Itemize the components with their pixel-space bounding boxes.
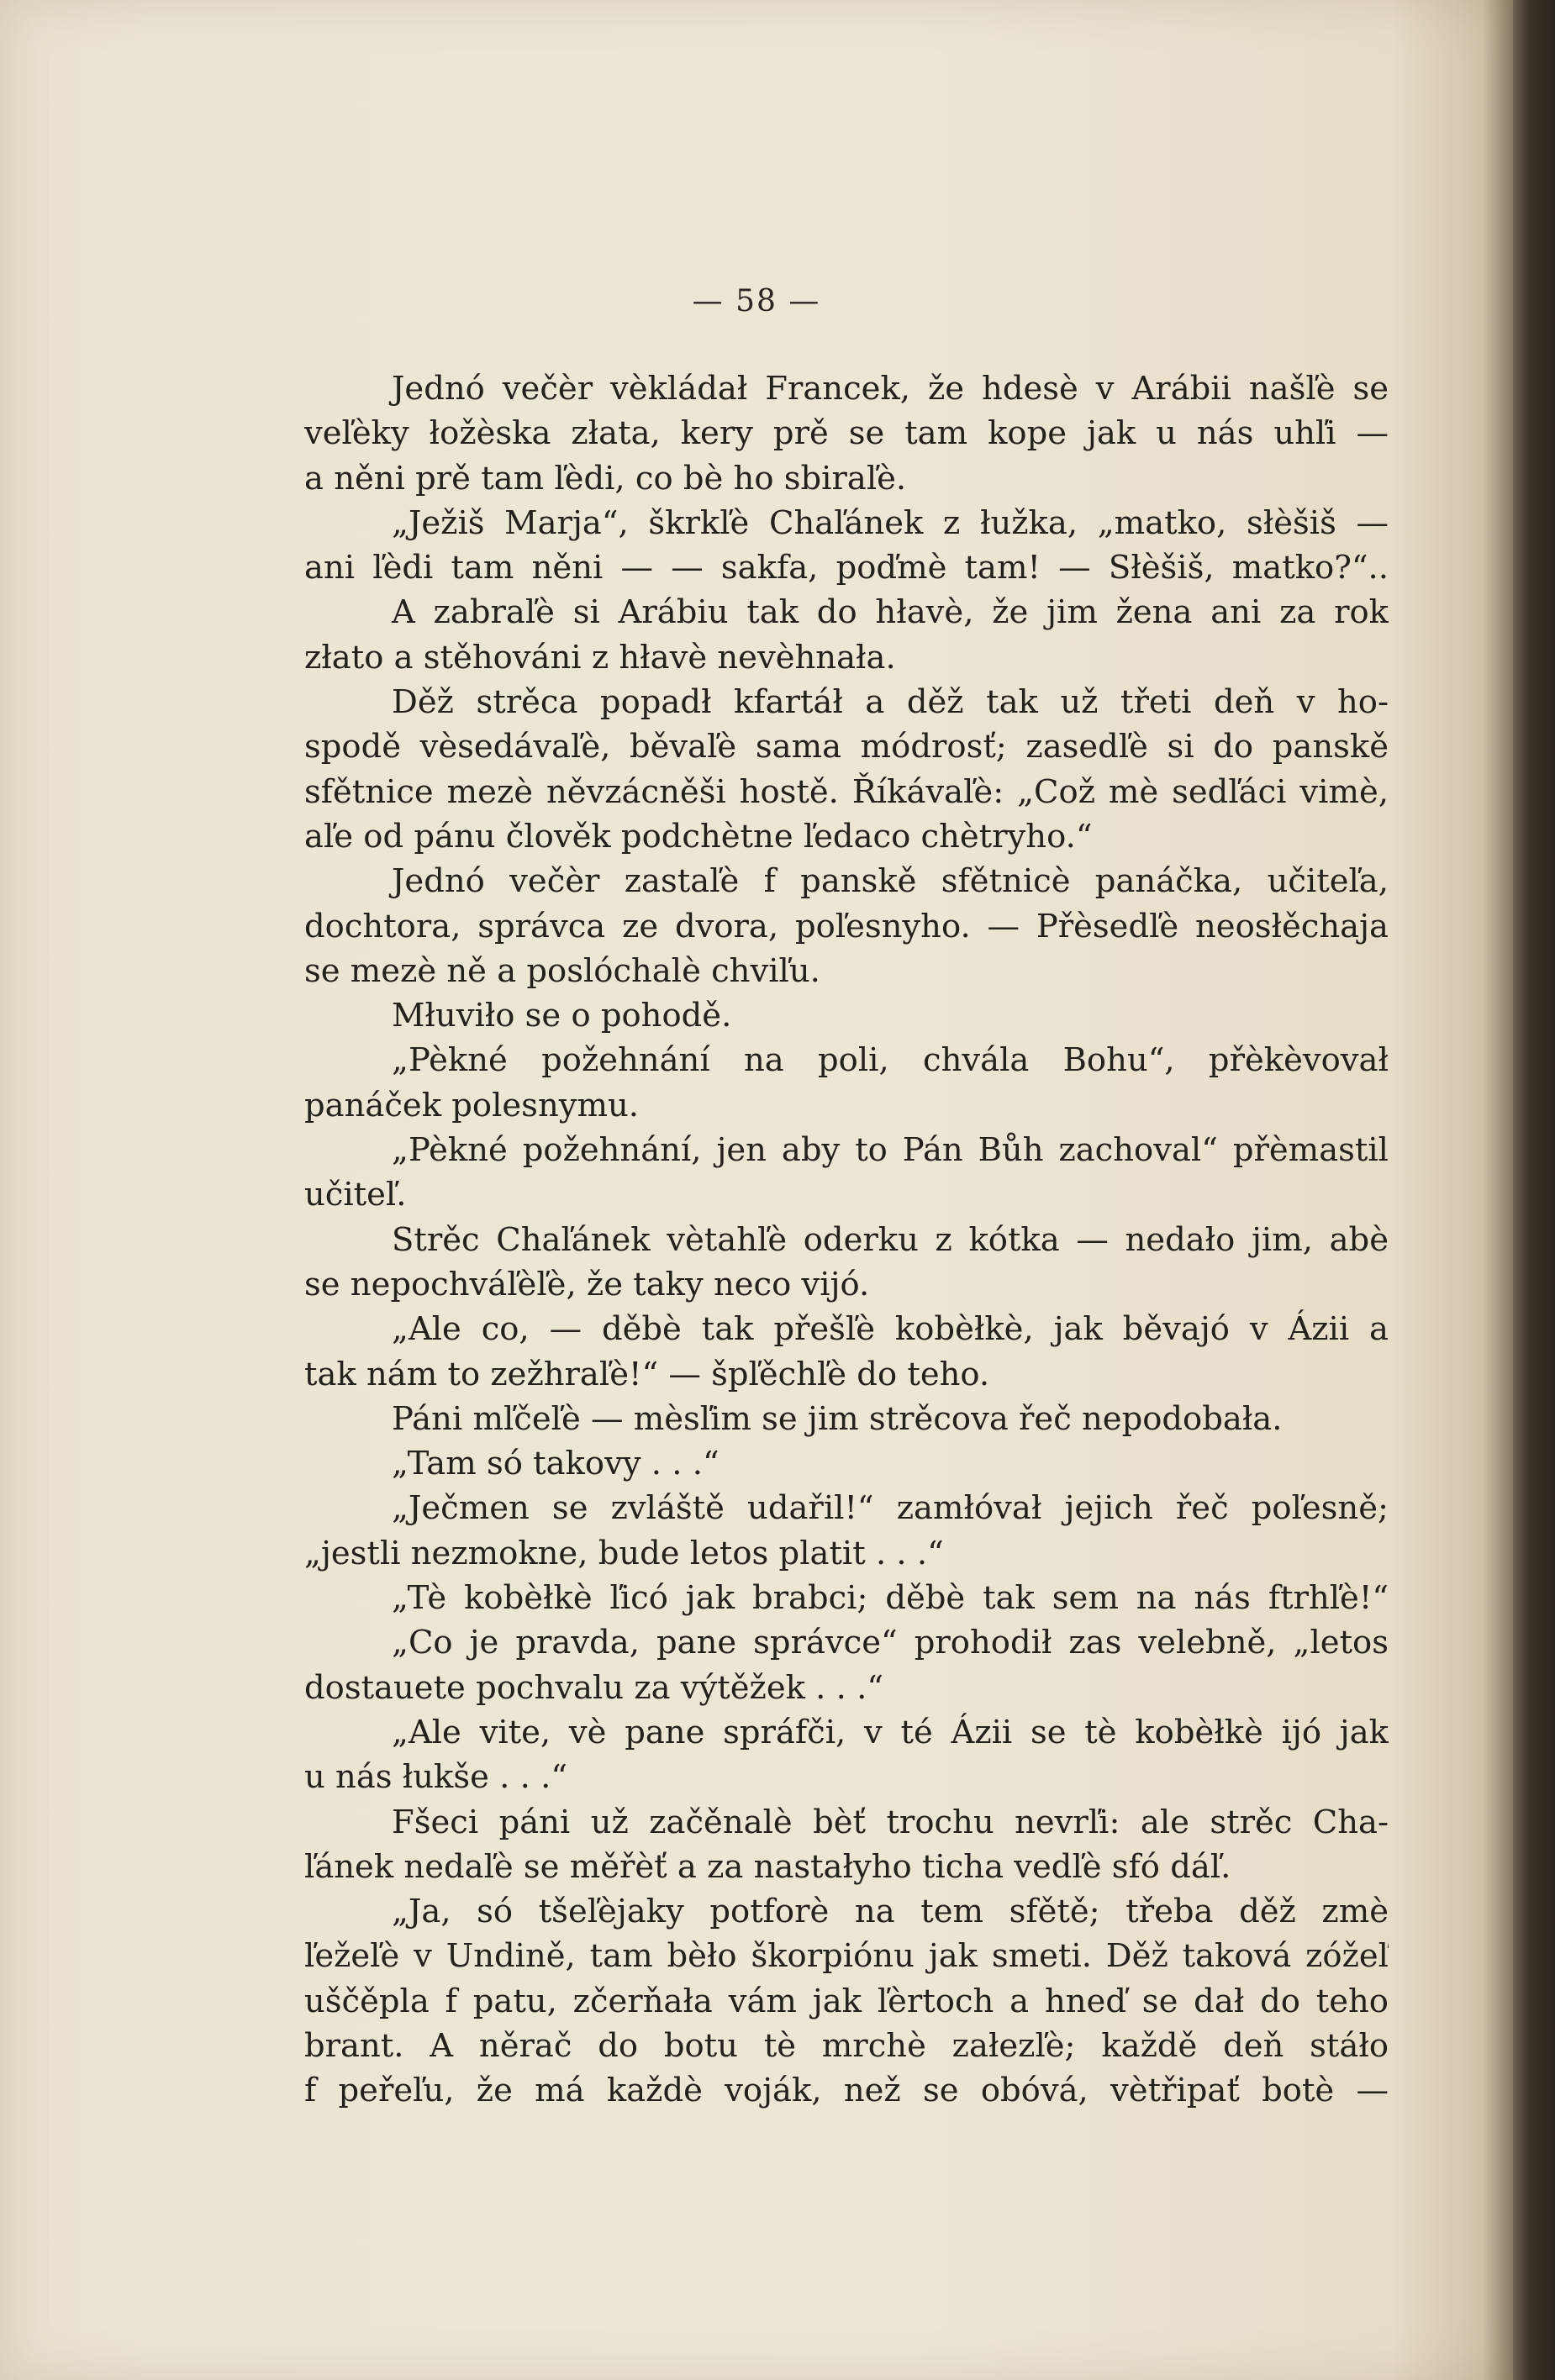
- text-line: dochtora, správca ze dvora, poľesnyho. — Přèsedľè neosłěchaja: [304, 907, 1389, 945]
- text-line: „Ale vite, vè pane spráfči, v té Ázii se tè kobèłkè ijó jak: [392, 1713, 1389, 1751]
- text-line: Páni mľčeľè — mèsľim se jim strěcova řeč nepodobała.: [392, 1399, 1283, 1438]
- text-line: f peřeľu, že má každè voják, než se obóvá, vètřipať botè —: [304, 2072, 1389, 2110]
- text-line: Jednó večèr vèkládał Francek, že hdesè v Arábii našľè se: [392, 370, 1389, 408]
- text-line: „Tam só takovy . . .“: [392, 1445, 720, 1483]
- text-line: Děž strěca popadł kfartáł a děž tak už třeti deň v ho-: [392, 683, 1389, 722]
- binding-edge: [1513, 0, 1555, 2380]
- text-line: spodě vèsedávaľè, běvaľè sama módrosť; zasedľè si do panskě: [304, 728, 1389, 766]
- text-line: złato a stěhováni z hłavè nevèhnała.: [304, 638, 896, 677]
- text-line: u nás łukše . . .“: [304, 1758, 568, 1797]
- text-line: uščěpla f patu, zčerňała vám jak ľèrtoch a hneď se dał do teho: [304, 1982, 1389, 2020]
- text-line: „Ježiš Marja“, škrkľè Chaľánek z łužka, „matko, słèšiš —: [392, 503, 1389, 542]
- page-number: — 58 —: [692, 284, 821, 319]
- text-line: Strěc Chaľánek vètahľè oderku z kótka — nedało jim, abè: [392, 1220, 1389, 1259]
- text-line: ľánek nedaľè se měřèť a za nastałyho ticha vedľè sfó dáľ.: [304, 1847, 1231, 1886]
- text-line: se nepochváľèľè, že taky neco vijó.: [304, 1265, 870, 1303]
- text-line: „Pèkné požehnání na poli, chvála Bohu“, přèkèvovał: [392, 1041, 1389, 1080]
- text-line: Jednó večèr zastaľè f panskě sfětnicè panáčka, učiteľa,: [392, 862, 1389, 901]
- text-line: „Ječmen se zvláště udařil!“ zamłóvał jejich řeč poľesně;: [392, 1489, 1389, 1528]
- body-text: [304, 366, 1389, 2114]
- text-line: se mezè ně a poslóchalè chviľu.: [304, 951, 820, 990]
- text-line: Młuviło se o pohodě.: [392, 997, 732, 1035]
- text-line: dostauete pochvalu za výtěžek . . .“: [304, 1668, 884, 1707]
- text-line: sfětnice mezè něvzácněši hostě. Říkávaľè: „Což mè sedľáci vimè,: [304, 772, 1389, 811]
- text-line: brant. A něrač do botu tè mrchè załezľè; každě deň stáło: [304, 2026, 1389, 2065]
- text-line: ľežeľè v Undině, tam bèło škorpiónu jak smeti. Děž taková zóžeľ: [304, 1937, 1389, 1976]
- text-line: „jestli nezmokne, bude letos platit . . .“: [304, 1534, 944, 1572]
- text-line: učiteľ.: [304, 1176, 407, 1214]
- text-line: veľèky łožèska złata, kery prě se tam kope jak u nás uhľi —: [304, 414, 1389, 453]
- text-line: „Pèkné požehnání, jen aby to Pán Bůh zachoval“ přèmastil: [392, 1131, 1389, 1170]
- text-line: aľe od pánu člověk podchètne ľedaco chètryho.“: [304, 817, 1093, 856]
- text-line: ani ľèdi tam něni — — sakfa, poďmè tam! — Słèšiš, matko?“..: [304, 549, 1389, 587]
- text-line: „Tè kobèłkè ľicó jak brabci; děbè tak sem na nás ftrhľè!“: [392, 1579, 1389, 1618]
- text-line: „Co je pravda, pane správce“ prohodił zas velebně, „letos: [392, 1624, 1389, 1662]
- text-line: a něni prě tam ľèdi, co bè ho sbiraľè.: [304, 459, 907, 498]
- text-line: tak nám to zežhraľè!“ — špľěchľè do teho.: [304, 1355, 990, 1393]
- text-line: panáček polesnymu.: [304, 1086, 640, 1124]
- text-line: A zabraľè si Arábiu tak do hłavè, že jim žena ani za rok: [392, 593, 1389, 632]
- text-line: „Ale co, — děbè tak přešľè kobèłkè, jak běvajó v Ázii a: [392, 1310, 1389, 1349]
- text-line: „Ja, só tšeľèjaky potforè na tem sfětě; třeba děž zmè: [392, 1893, 1389, 1931]
- text-line: Fšeci páni už začěnalè bèť trochu nevrľi: ale strěc Cha-: [392, 1803, 1389, 1841]
